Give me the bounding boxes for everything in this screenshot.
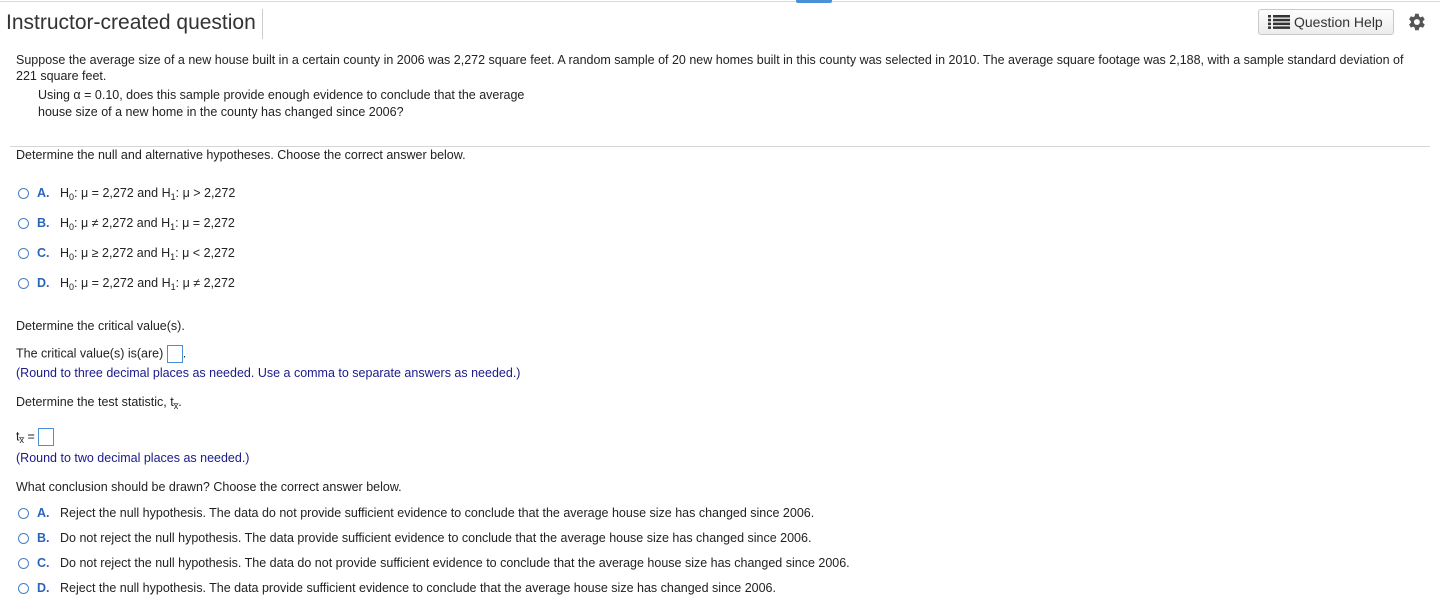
radio-button[interactable] — [18, 558, 29, 569]
test-stat-equals: = — [27, 429, 35, 444]
option-letter: A. — [37, 186, 50, 200]
radio-button[interactable] — [18, 218, 29, 229]
h1-subscript: 1 — [170, 192, 176, 202]
test-stat-row — [16, 428, 54, 446]
and-word: and — [137, 186, 159, 200]
option-text: $H_0$: μ ≥ 2,272 and $H_1$: μ < 2,272 — [60, 246, 235, 262]
h1-value: μ < 2,272 — [182, 246, 235, 260]
option-text: Do not reject the null hypothesis. The data do not provide sufficient evidence to conclude that the average house size has changed since 2006. — [60, 556, 850, 570]
h1-value: μ > 2,272 — [182, 186, 236, 200]
option-text: Reject the null hypothesis. The data do not provide sufficient evidence to conclude that the average house size has changed since 2006. — [60, 506, 815, 520]
option-text: $H_0$: μ ≠ 2,272 and $H_1$: μ = 2,272 — [60, 216, 235, 232]
question-help-button[interactable] — [1258, 9, 1394, 35]
h0-label: H — [60, 276, 70, 290]
h1-label: H — [161, 246, 171, 260]
option-text: $H_0$: μ = 2,272 and $H_1$: μ ≠ 2,272 — [60, 276, 235, 292]
problem-prompt — [38, 87, 578, 121]
h0-label: H — [60, 246, 70, 260]
option-letter: C. — [37, 246, 50, 260]
critical-hint: (Round to three decimal places as needed. Use a comma to separate answers as needed.) — [16, 366, 521, 380]
h0-subscript: 0 — [69, 252, 75, 262]
problem-statement: Suppose the average size of a new house built in a certain county in 2006 was 2,272 square feet. A random sample of 20 new homes built in this county was selected in 2010. The average square footage was 2,188, with a sample standard deviation of 221 square feet. — [16, 53, 1404, 83]
critical-value-input[interactable] — [167, 345, 183, 363]
radio-button[interactable] — [18, 188, 29, 199]
option-text: Reject the null hypothesis. The data provide sufficient evidence to conclude that the average house size has changed since 2006. — [60, 581, 776, 595]
radio-button[interactable] — [18, 278, 29, 289]
divider — [10, 146, 1430, 147]
test-stat-input[interactable] — [38, 428, 54, 446]
h0-subscript: 0 — [69, 282, 75, 292]
h1-value: μ ≠ 2,272 — [182, 276, 235, 290]
gear-icon[interactable] — [1405, 11, 1427, 33]
and-word: and — [136, 246, 158, 260]
h0-value: μ = 2,272 — [81, 186, 134, 200]
h1-subscript: 1 — [170, 282, 176, 292]
option-text: Do not reject the null hypothesis. The data provide sufficient evidence to conclude that the average house size has changed since 2006. — [60, 531, 812, 545]
radio-button[interactable] — [18, 248, 29, 259]
prompt-line-1: Using α = 0.10, does this sample provide enough evidence to conclude that the average — [38, 88, 525, 102]
critical-instruction: Determine the critical value(s). — [16, 319, 185, 333]
test-stat-instruction-text: Determine the test statistic, t — [16, 395, 174, 409]
critical-row: The critical value(s) is(are) . — [16, 345, 186, 363]
question-help-label: Question Help — [1294, 14, 1383, 30]
h0-subscript: 0 — [69, 192, 75, 202]
and-word: and — [137, 276, 159, 290]
list-icon — [1268, 15, 1290, 29]
option-letter: D. — [37, 581, 50, 595]
h0-subscript: 0 — [69, 222, 75, 232]
critical-label: The critical value(s) is(are) — [16, 346, 164, 361]
h0-value: μ ≥ 2,272 — [81, 246, 134, 260]
h0-label: H — [60, 216, 70, 230]
option-letter: D. — [37, 276, 50, 290]
test-stat-symbol-sub: x̅ — [19, 435, 24, 446]
test-stat-hint: (Round to two decimal places as needed.) — [16, 451, 250, 465]
h1-label: H — [161, 276, 171, 290]
conclusion-instruction: What conclusion should be drawn? Choose the correct answer below. — [16, 480, 402, 494]
prompt-line-2: house size of a new home in the county has changed since 2006? — [38, 105, 404, 119]
h1-label: H — [161, 186, 171, 200]
h0-value: μ = 2,272 — [81, 276, 134, 290]
h1-label: H — [161, 216, 171, 230]
hypotheses-instruction: Determine the null and alternative hypotheses. Choose the correct answer below. — [16, 148, 466, 162]
test-stat-instruction: Determine the test statistic, $t_{x̅}$. — [16, 395, 182, 411]
test-stat-subscript: x̅ — [173, 401, 179, 411]
top-progress-indicator — [796, 0, 832, 3]
h0-label: H — [60, 186, 70, 200]
option-letter: C. — [37, 556, 50, 570]
test-stat-symbol: t — [16, 429, 20, 444]
h1-subscript: 1 — [170, 252, 176, 262]
option-text: $H_0$: μ = 2,272 and $H_1$: μ > 2,272 — [60, 186, 236, 202]
h1-value: μ = 2,272 — [182, 216, 235, 230]
header — [0, 4, 1440, 42]
radio-button[interactable] — [18, 583, 29, 594]
option-letter: B. — [37, 531, 50, 545]
top-border — [0, 1, 1440, 2]
radio-button[interactable] — [18, 508, 29, 519]
radio-button[interactable] — [18, 533, 29, 544]
h0-value: μ ≠ 2,272 — [81, 216, 134, 230]
option-letter: A. — [37, 506, 50, 520]
option-letter: B. — [37, 216, 50, 230]
and-word: and — [136, 216, 158, 230]
h1-subscript: 1 — [170, 222, 176, 232]
page-title: Instructor-created question — [6, 9, 263, 39]
